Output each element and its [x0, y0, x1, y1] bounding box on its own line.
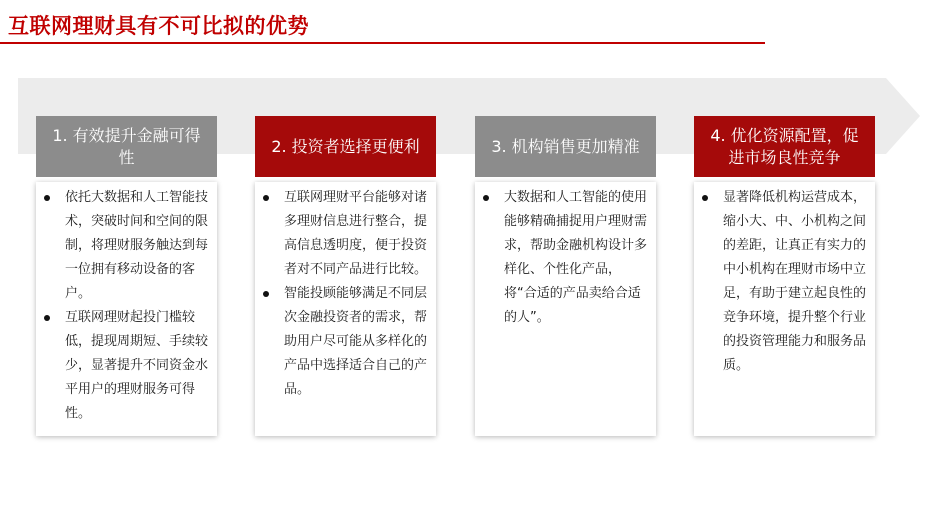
- bullet-item: 依托大数据和人工智能技术，突破时间和空间的限制，将理财服务触达到每一位拥有移动设备的客户。: [36, 186, 217, 306]
- bullet-item: 智能投顾能够满足不同层次金融投资者的需求，帮助用户尽可能从多样化的产品中选择适合自己的产品。: [255, 282, 436, 402]
- card-1-body: [36, 186, 217, 426]
- card-4-bullet-list: [694, 186, 875, 378]
- bullet-item: 互联网理财起投门槛较低，提现周期短、手续较少，显著提升不同资金水平用户的理财服务可得性。: [36, 306, 217, 426]
- card-1-bullet-list: [36, 186, 217, 426]
- title-underline: [0, 42, 765, 44]
- card-4-header: 4. 优化资源配置，促进市场良性竞争: [694, 116, 875, 177]
- card-2-body: [255, 186, 436, 402]
- bullet-item: 显著降低机构运营成本，缩小大、中、小机构之间的差距，让真正有实力的中小机构在理财市场中立足，有助于建立起良性的竞争环境，提升整个行业的投资管理能力和服务品质。: [694, 186, 875, 378]
- card-2-header: 2. 投资者选择更便利: [255, 116, 436, 177]
- card-4-body: [694, 186, 875, 378]
- bullet-item: 大数据和人工智能的使用能够精确捕捉用户理财需求，帮助金融机构设计多样化、个性化产品，将“合适的产品卖给合适的人”。: [475, 186, 656, 330]
- card-1-header: 1. 有效提升金融可得性: [36, 116, 217, 177]
- bullet-item: 互联网理财平台能够对诸多理财信息进行整合，提高信息透明度，便于投资者对不同产品进行比较。: [255, 186, 436, 282]
- card-3-body: [475, 186, 656, 330]
- page-title: 互联网理财具有不可比拟的优势: [8, 14, 309, 38]
- card-3-bullet-list: [475, 186, 656, 330]
- card-3-header: 3. 机构销售更加精准: [475, 116, 656, 177]
- card-2-bullet-list: [255, 186, 436, 402]
